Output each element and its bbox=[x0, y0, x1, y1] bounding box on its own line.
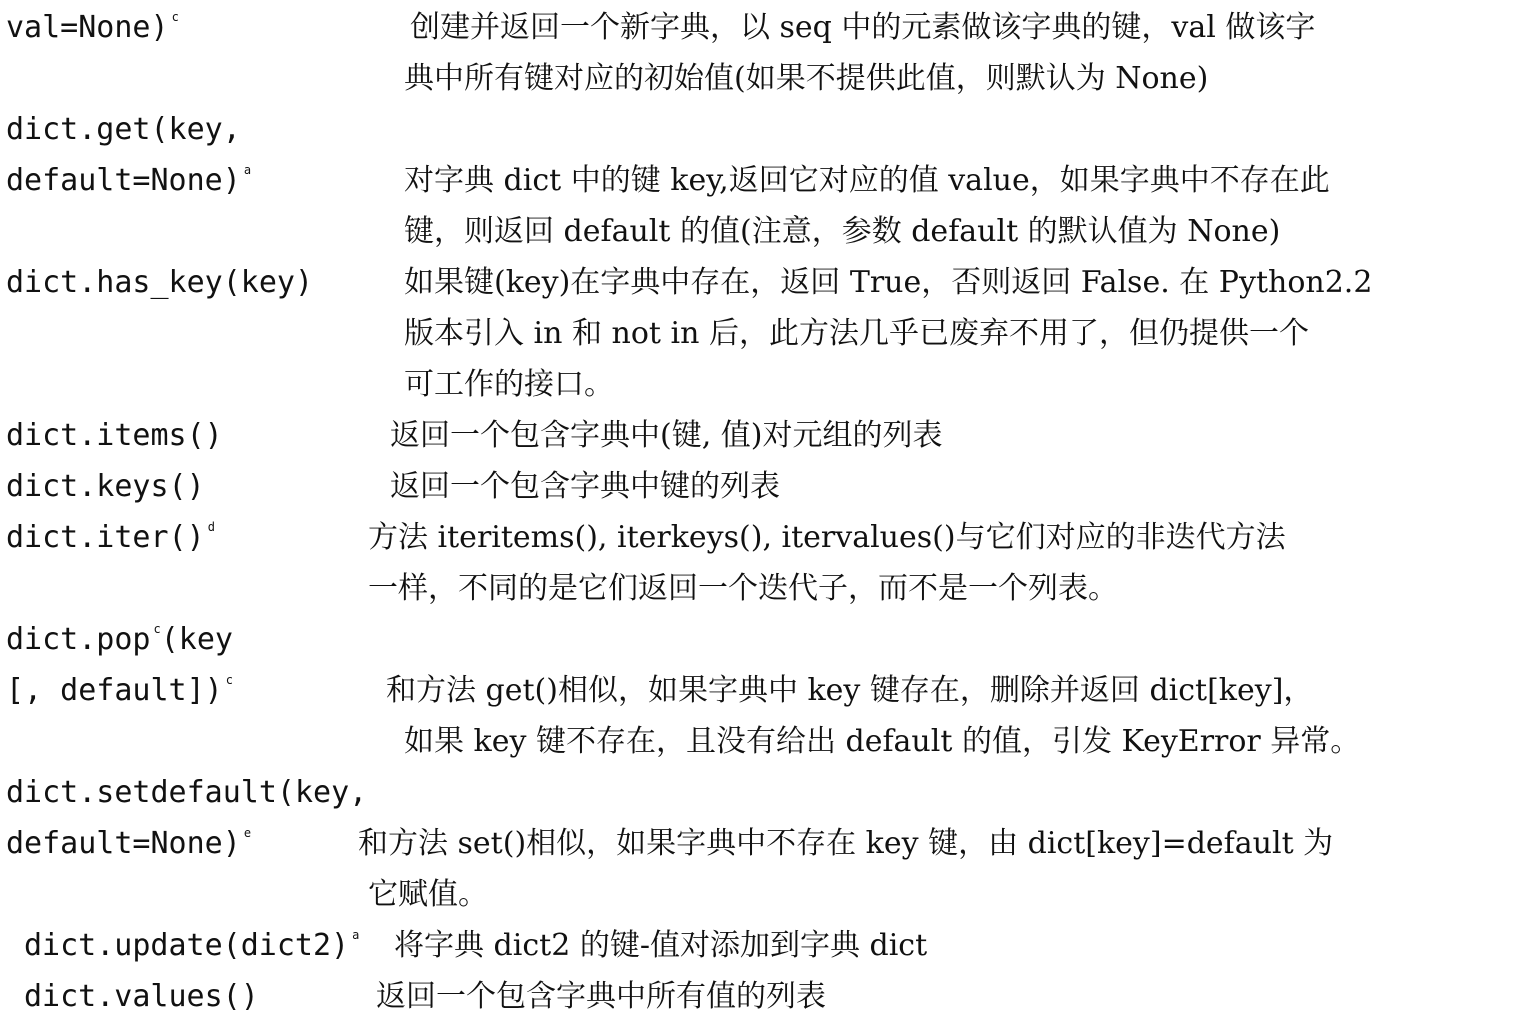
footnote-marker: d bbox=[207, 520, 215, 534]
method-name: dict.update(dict2) $^a$ bbox=[24, 928, 360, 963]
method-name: dict.iter() $^d$ bbox=[6, 520, 215, 555]
footnote-marker: c bbox=[171, 10, 179, 24]
method-description: 和方法 get()相似，如果字典中 key 键存在，删除并返回 dict[key]， bbox=[386, 673, 1314, 708]
method-name: dict.has_key(key) bbox=[6, 265, 314, 300]
footnote-marker: c bbox=[153, 622, 161, 636]
method-name: dict.items() bbox=[6, 418, 223, 453]
method-name: default=None) $^e$ bbox=[6, 826, 252, 861]
method-name: default=None) $^a$ bbox=[6, 163, 252, 198]
method-description: 返回一个包含字典中(键, 值)对元组的列表 bbox=[390, 418, 943, 453]
method-description: 版本引入 in 和 not in 后，此方法几乎已废弃不用了，但仍提供一个 bbox=[404, 316, 1309, 351]
method-name: dict.get(key, bbox=[6, 112, 241, 147]
method-description: 典中所有键对应的初始值(如果不提供此值，则默认为 None) bbox=[404, 61, 1209, 96]
method-name: dict.setdefault(key, bbox=[6, 775, 368, 810]
method-description: 将字典 dict2 的键-值对添加到字典 dict bbox=[394, 928, 928, 963]
method-description: 它赋值。 bbox=[368, 877, 488, 912]
method-description: 一样，不同的是它们返回一个迭代子，而不是一个列表。 bbox=[368, 571, 1118, 606]
footnote-marker: a bbox=[352, 928, 360, 942]
method-description: 创建并返回一个新字典，以 seq 中的元素做该字典的键，val 做该字 bbox=[410, 10, 1316, 45]
method-description: 可工作的接口。 bbox=[404, 367, 614, 402]
footnote-marker: e bbox=[243, 826, 252, 840]
method-name: dict.values() bbox=[24, 979, 259, 1014]
method-description: 和方法 set()相似，如果字典中不存在 key 键，由 dict[key]=default 为 bbox=[358, 826, 1334, 861]
method-description: 返回一个包含字典中键的列表 bbox=[390, 469, 780, 504]
method-name: [, default]) $^c$ bbox=[6, 673, 233, 708]
method-name: dict.keys() bbox=[6, 469, 205, 504]
method-description: 键，则返回 default 的值(注意，参数 default 的默认值为 None) bbox=[404, 214, 1281, 249]
method-description: 如果键(key)在字典中存在，返回 True，否则返回 False. 在 Python2.2 bbox=[404, 265, 1373, 300]
method-description: 返回一个包含字典中所有值的列表 bbox=[376, 979, 826, 1014]
footnote-marker: a bbox=[243, 163, 252, 177]
method-name: val=None) $^c$ bbox=[6, 10, 179, 45]
method-description: 方法 iteritems(), iterkeys(), itervalues()与它们对应的非迭代方法 bbox=[368, 520, 1286, 555]
method-name: dict.pop $^c$(key bbox=[6, 622, 233, 657]
footnote-marker: c bbox=[225, 673, 233, 687]
method-description: 如果 key 键不存在，且没有给出 default 的值，引发 KeyError 异常。 bbox=[404, 724, 1361, 759]
method-description: 对字典 dict 中的键 key,返回它对应的值 value，如果字典中不存在此 bbox=[404, 163, 1330, 198]
